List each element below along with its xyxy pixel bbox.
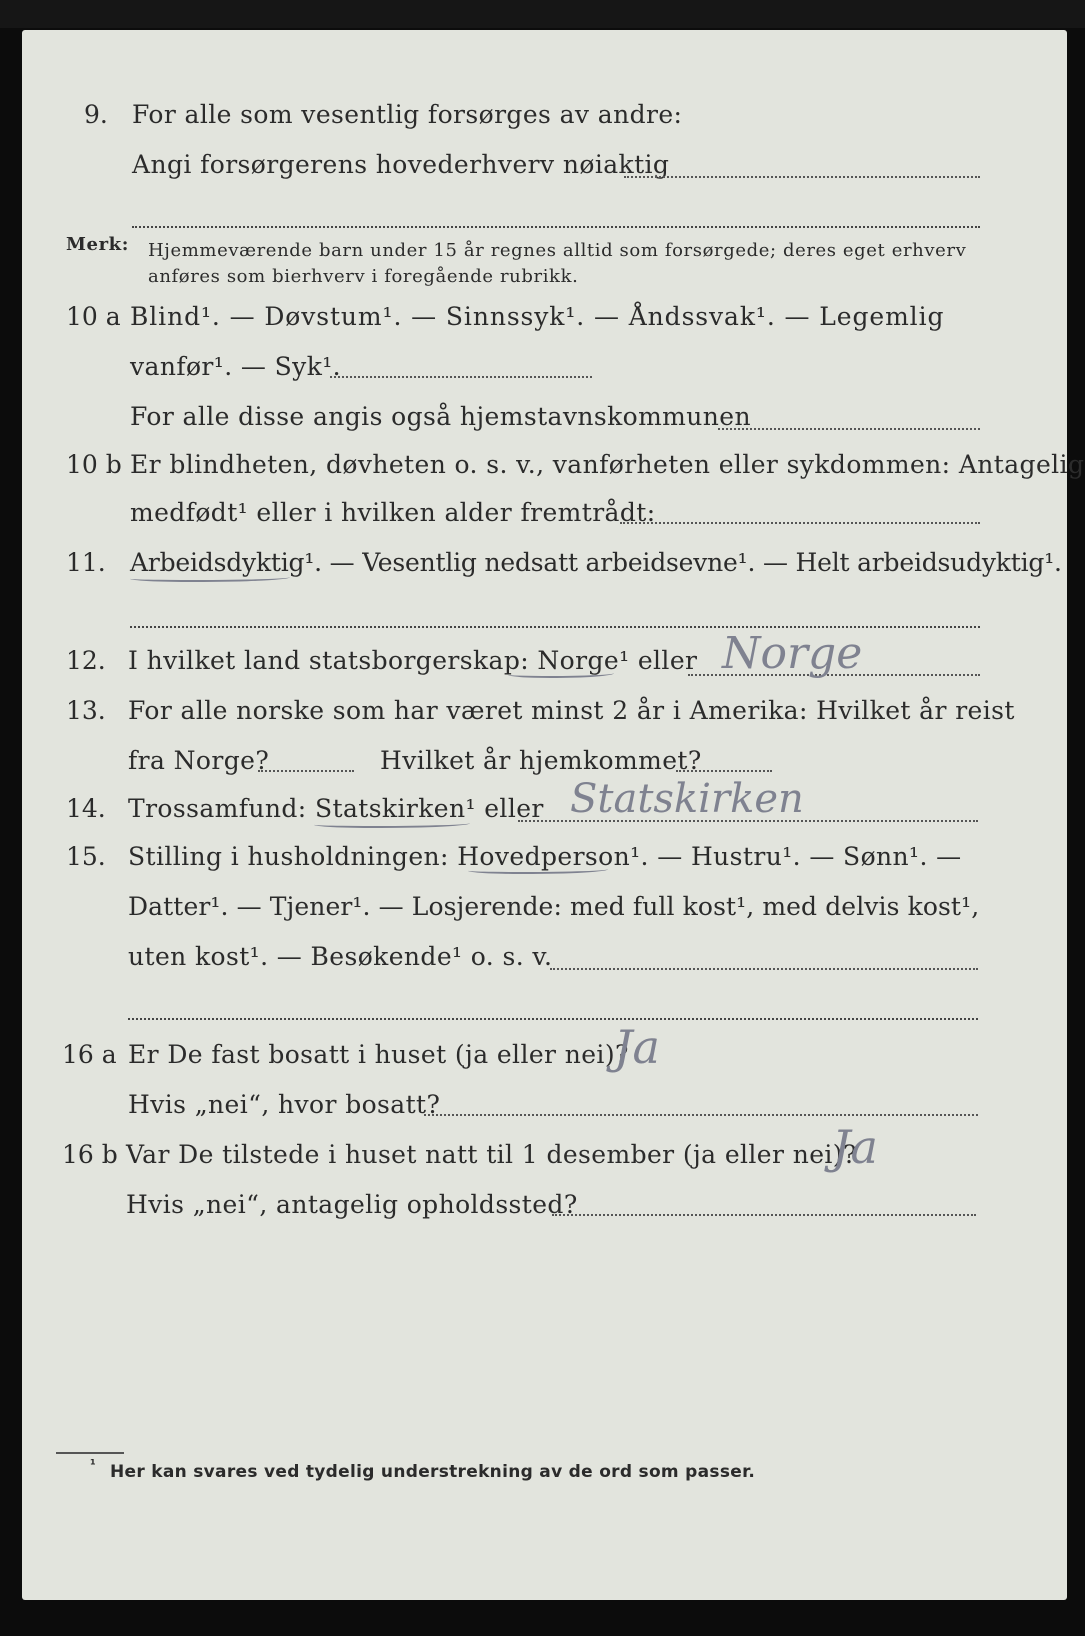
q16a-bosatt-line[interactable] — [424, 1114, 978, 1116]
q10a-line2: vanfør¹. — Syk¹. — [130, 352, 342, 381]
q10a-hjemstavn-line[interactable] — [718, 428, 980, 430]
q13-reist-line[interactable] — [258, 770, 354, 772]
q13-number: 13. — [66, 696, 106, 725]
q12-number: 12. — [66, 646, 106, 675]
q16a-line2: Hvis „nei“, hvor bosatt? — [128, 1090, 441, 1119]
q9-line1: For alle som vesentlig forsørges av andre: — [132, 100, 683, 129]
q12-line1: I hvilket land statsborgerskap: Norge¹ eller — [128, 646, 698, 675]
q14-handwritten-answer: Statskirken — [570, 776, 804, 822]
q10a-line1: Blind¹. — Døvstum¹. — Sinnssyk¹. — Åndssvak¹. — Legemlig — [130, 302, 945, 331]
q12-handwritten-answer: Norge — [722, 628, 863, 679]
q16a-number: 16 a — [62, 1040, 117, 1069]
q12-underline — [508, 670, 614, 678]
q10b-number: 10 b — [66, 450, 122, 479]
merk-line1: Hjemmeværende barn under 15 år regnes alltid som forsørgede; deres eget erhverv — [148, 240, 967, 261]
q16a-handwritten-answer: Ja — [614, 1020, 660, 1074]
q14-number: 14. — [66, 794, 106, 823]
q10a-number: 10 a — [66, 302, 121, 331]
q15-number: 15. — [66, 842, 106, 871]
q14-underline — [314, 820, 470, 828]
q15-answer-line-2[interactable] — [128, 1018, 978, 1020]
q16b-line2: Hvis „nei“, antagelig opholdssted? — [126, 1190, 578, 1219]
merk-label: Merk: — [66, 234, 129, 255]
q11-line1: Arbeidsdyktig¹. — Vesentlig nedsatt arbeidsevne¹. — Helt arbeidsudyktig¹. — [130, 548, 1062, 577]
q15-line2: Datter¹. — Tjener¹. — Losjerende: med full kost¹, med delvis kost¹, — [128, 892, 980, 921]
footnote-text: Her kan svares ved tydelig understrekning av de ord som passer. — [110, 1462, 756, 1482]
q11-underline — [130, 574, 290, 582]
q9-line2: Angi forsørgerens hovederhverv nøiaktig — [132, 150, 670, 179]
q15-answer-line[interactable] — [550, 968, 978, 970]
q13-line2a: fra Norge? — [128, 746, 270, 775]
footnote-mark: ¹ — [90, 1458, 96, 1473]
q13-line1: For alle norske som har været minst 2 år i Amerika: Hvilket år reist — [128, 696, 1015, 725]
q15-line1: Stilling i husholdningen: Hovedperson¹. — Hustru¹. — Sønn¹. — — [128, 842, 962, 871]
footnote-rule — [56, 1452, 124, 1454]
scan-border — [0, 0, 1085, 28]
q11-number: 11. — [66, 548, 106, 577]
q16a-line1: Er De fast bosatt i huset (ja eller nei)? — [128, 1040, 629, 1069]
q10b-line2: medfødt¹ eller i hvilken alder fremtrådt: — [130, 498, 656, 527]
q16b-handwritten-answer: Ja — [832, 1120, 878, 1174]
q13-line2b: Hvilket år hjemkommet? — [380, 746, 702, 775]
q15-underline — [468, 866, 608, 874]
q9-answer-line-2[interactable] — [132, 226, 980, 228]
census-form-page — [22, 30, 1085, 1600]
q9-answer-line[interactable] — [624, 176, 980, 178]
q16b-number: 16 b — [62, 1140, 118, 1169]
q15-line3: uten kost¹. — Besøkende¹ o. s. v. — [128, 942, 553, 971]
q10b-answer-line[interactable] — [620, 522, 980, 524]
q10a-syk-line[interactable] — [330, 376, 592, 378]
q14-line1: Trossamfund: Statskirken¹ eller — [128, 794, 544, 823]
merk-line2: anføres som bierhverv i foregående rubrikk. — [148, 266, 579, 287]
q10a-line3: For alle disse angis også hjemstavnskommunen — [130, 402, 751, 431]
q16b-opholdssted-line[interactable] — [552, 1214, 976, 1216]
q16b-line1: Var De tilstede i huset natt til 1 desember (ja eller nei)? — [126, 1140, 857, 1169]
q13-hjemkommet-line[interactable] — [676, 770, 772, 772]
q10b-line1: Er blindheten, døvheten o. s. v., vanførheten eller sykdommen: Antagelig — [130, 450, 1085, 479]
q9-number: 9. — [84, 100, 108, 129]
